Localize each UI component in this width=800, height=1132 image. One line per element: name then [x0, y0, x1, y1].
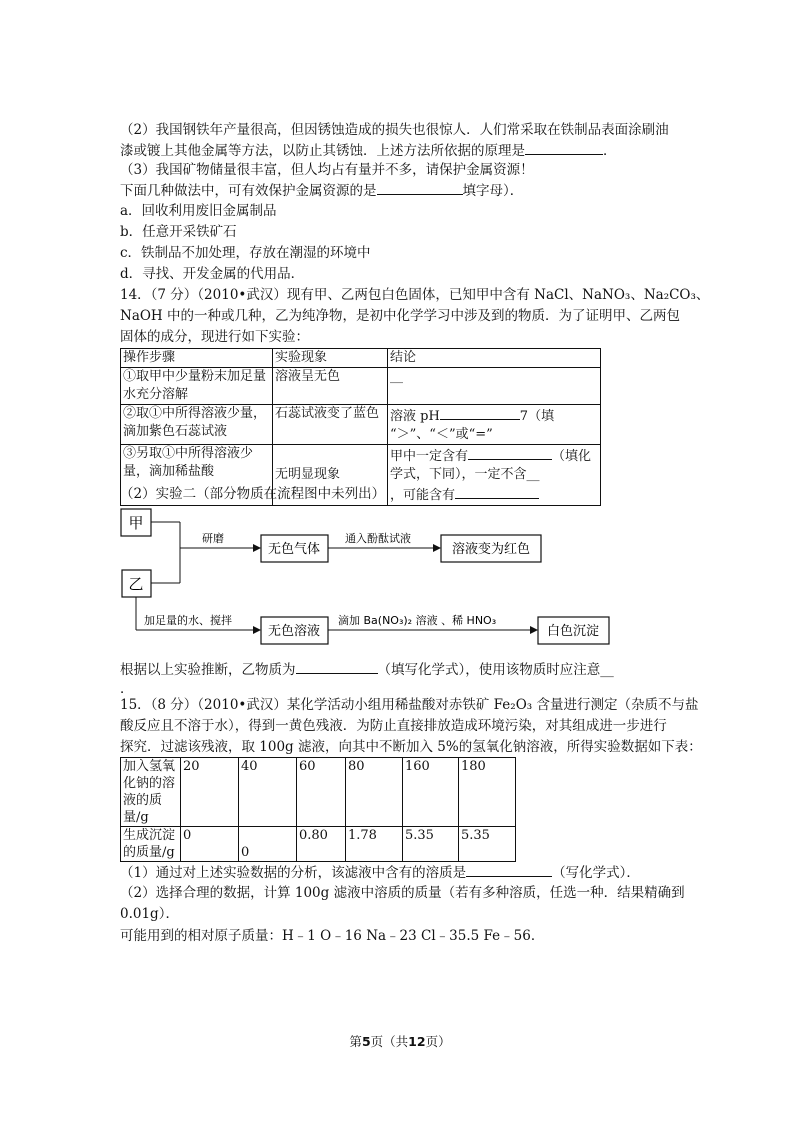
q13-part3-line1: （3）我国矿物储量很丰富，但人均占有量并不多，请保护金属资源！: [120, 162, 534, 178]
option-b: b．任意开采铁矿石: [120, 224, 237, 240]
label-phenol: 通入酚酞试液: [345, 532, 411, 545]
option-d: d．寻找、开发金属的代用品．: [120, 266, 305, 282]
table-header: 实验现象: [273, 349, 388, 368]
table-cell: 无明显现象: [273, 445, 388, 506]
table-cell: 80: [346, 758, 403, 827]
table-cell: ②取①中所得溶液少量，滴加紫色石蕊试液: [121, 405, 273, 445]
page-footer: 第5页（共12页）: [349, 1034, 451, 1049]
table-cell: 1.78: [346, 827, 403, 862]
table-cell: 0: [239, 827, 297, 862]
table-cell: ③另取①中所得溶液少量，滴加稀盐酸: [121, 445, 273, 506]
q14-line1: 14．（7 分）（2010•武汉）现有甲、乙两包白色固体，已知甲中含有 NaCl、NaNO₃、Na₂CO₃、: [120, 287, 710, 303]
label-water: 加足量的水、搅拌: [144, 614, 232, 627]
box-ppt-label: 白色沉淀: [546, 624, 600, 639]
q14-conclusion-end: ．: [120, 681, 134, 697]
answer-blank[interactable]: [466, 862, 552, 877]
option-c: c．铁制品不加处理，存放在潮湿的环境中: [120, 245, 371, 261]
table-cell: 溶液呈无色: [273, 368, 388, 405]
table-cell: ①取甲中少量粉末加足量水充分溶解: [121, 368, 273, 405]
table-cell: 0.80: [297, 827, 346, 862]
box-solution-label: 无色溶液: [267, 624, 321, 639]
q15-line1: 15．（8 分）（2010•武汉）某化学活动小组用稀盐酸对赤铁矿 Fe₂O₃ 含量进行测定（杂质不与盐: [120, 697, 699, 713]
atomic-masses: 可能用到的相对原子质量：H﹣1 O﹣16 Na﹣23 Cl﹣35.5 Fe﹣56．: [120, 928, 545, 944]
table-cell: 石蕊试液变了蓝色: [273, 405, 388, 445]
table-cell: 溶液 pH 7（填 “＞”、“＜”或“=”: [388, 405, 601, 445]
q14-line2: NaOH 中的一种或几种，乙为纯净物，是初中化学学习中涉及到的物质．为了证明甲、乙两包: [120, 308, 680, 324]
table-cell: 160: [403, 758, 459, 827]
table-cell: 5.35: [459, 827, 516, 862]
q15-line2: 酸反应且不溶于水），得到一黄色残液．为防止直接排放造成环境污染，对其组成进一步进行: [120, 718, 667, 734]
page-total: 12: [408, 1034, 426, 1049]
table-header: 结论: [388, 349, 601, 368]
experiment-data-table: [120, 757, 516, 862]
box-yi-label: 乙: [128, 575, 144, 593]
q13-part2-line1: （2）我国钢铁年产量很高，但因锈蚀造成的损失也很惊人．人们常采取在铁制品表面涂刷油: [120, 122, 669, 138]
label-reagent: 滴加 Ba(NO₃)₂ 溶液 、稀 HNO₃: [338, 614, 497, 627]
table-header: 操作步骤: [121, 349, 273, 368]
option-a: a．回收利用废旧金属制品: [120, 203, 277, 219]
q13-part2-line2: 漆或镀上其他金属等方法，以防止其锈蚀．上述方法所依据的原理是 ．: [120, 140, 617, 161]
label-grind: 研磨: [202, 532, 224, 545]
table-cell: 5.35: [403, 827, 459, 862]
q15-sub1: （1）通过对上述实验数据的分析，该滤液中含有的溶质是 （写化学式）．: [120, 862, 640, 883]
q15-line3: 探究．过滤该残液，取 100g 滤液，向其中不断加入 5%的氢氧化钠溶液，所得实验数据如下表：: [120, 739, 702, 755]
answer-blank[interactable]: [296, 659, 378, 674]
q15-sub2-line2: 0.01g）．: [120, 906, 179, 922]
table-cell: __: [388, 368, 601, 405]
table-cell: 180: [459, 758, 516, 827]
box-red-label: 溶液变为红色: [451, 542, 531, 557]
table-cell: 甲中一定含有 （填化 学式，下同），一定不含__ ，可能含有: [388, 445, 601, 506]
q14-line3: 固体的成分，现进行如下实验：: [120, 329, 309, 345]
row-header-naoh: 加入氢氧化钠的溶液的质量/g: [121, 758, 181, 827]
box-jia-label: 甲: [128, 514, 144, 532]
q13-part3-line2: 下面几种做法中，可有效保护金属资源的是 填字母）．: [120, 180, 523, 201]
table-cell: 0: [181, 827, 239, 862]
box-gas-label: 无色气体: [267, 542, 321, 557]
q14-conclusion: 根据以上实验推断，乙物质为 （填写化学式），使用该物质时应注意__: [120, 659, 614, 680]
q15-sub2-line1: （2）选择合理的数据，计算 100g 滤液中溶质的质量（若有多种溶质，任选一种．结果精确到: [120, 885, 685, 901]
page-number: 5: [361, 1034, 371, 1049]
table-cell: 40: [239, 758, 297, 827]
table-cell: 60: [297, 758, 346, 827]
experiment2-label: （2）实验二（部分物质在流程图中未列出）: [120, 486, 386, 502]
row-header-ppt: 生成沉淀的质量/g: [121, 827, 181, 862]
table-cell: 20: [181, 758, 239, 827]
